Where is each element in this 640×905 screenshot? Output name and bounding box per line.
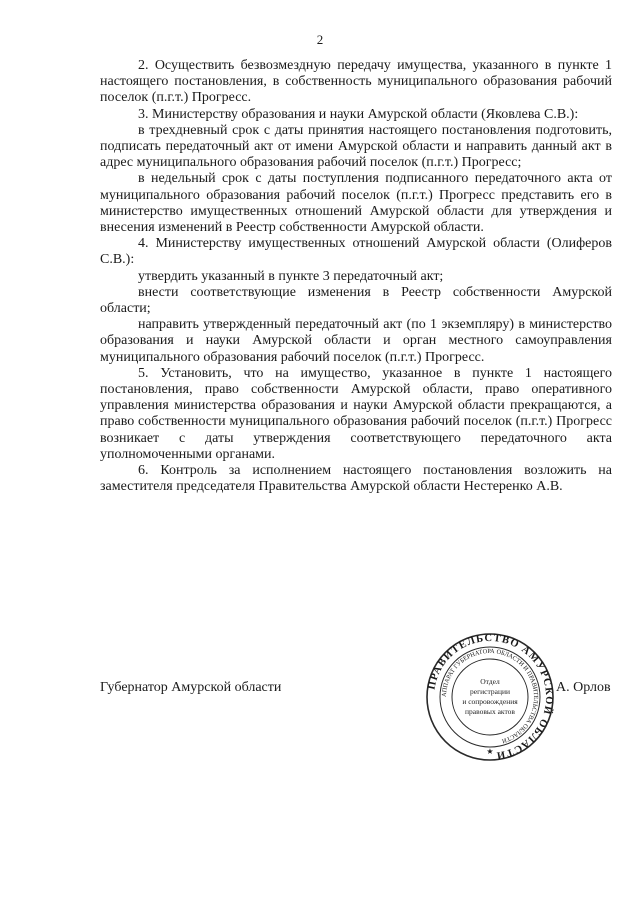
paragraph-4-item-2: внести соответствующие изменения в Реестр собственности Амурской области; [100, 284, 612, 317]
svg-text:регистрации: регистрации [470, 687, 510, 696]
signatory-position: Губернатор Амурской области [100, 680, 282, 695]
paragraph-4-item-1: утвердить указанный в пункте 3 передаточный акт; [138, 268, 444, 284]
paragraph-3-item-2: в недельный срок с даты поступления подписанного передаточного акта от муниципального образования рабочий поселок (п.г.т.) Прогресс представить его в министерство имущественных отношений Амурской области для утверждения и внесения изменений в Реестр собственности Амурской области. [100, 171, 612, 236]
paragraph-5: 5. Установить, что на имущество, указанное в пункте 1 настоящего постановления, право собственности Амурской области, право оперативного управления министерства образования и науки Амурской области прекращаются, а право собственности муниципального образования рабочий поселок (п.г.т.) Прогресс возникает с даты утверждения соответствующего передаточного акта уполномоченными органами. [100, 365, 612, 462]
paragraph-2: 2. Осуществить безвозмездную передачу имущества, указанного в пункте 1 настоящего постановления, в собственность муниципального образования рабочий поселок (п.г.т.) Прогресс. [100, 58, 612, 106]
page-number: 2 [316, 32, 324, 47]
svg-text:и сопровождения: и сопровождения [462, 697, 518, 706]
paragraph-4: 4. Министерству имущественных отношений Амурской области (Олиферов С.В.): [100, 236, 612, 268]
svg-text:АППАРАТ ГУБЕРНАТОРА ОБЛАСТИ И: АППАРАТ ГУБЕРНАТОРА ОБЛАСТИ И ПРАВИТЕЛЬСТВА ОБЛАСТИ [440, 647, 540, 745]
svg-text:ПРАВИТЕЛЬСТВО АМУРСКОЙ ОБЛАСТИ: ПРАВИТЕЛЬСТВО АМУРСКОЙ ОБЛАСТИ [426, 632, 555, 761]
svg-text:Отдел: Отдел [480, 677, 500, 686]
signatory-name: А. Орлов [556, 680, 611, 695]
svg-text:★: ★ [486, 747, 494, 756]
svg-text:правовых актов: правовых актов [465, 707, 515, 716]
paragraph-4-item-3: направить утвержденный передаточный акт (по 1 экземпляру) в министерство образования и науки Амурской области и орган местного самоуправления муниципального образования рабочий поселок (п.г.т.) Прогресс. [100, 317, 612, 365]
official-seal-icon [425, 632, 555, 762]
paragraph-3-item-1: в трехдневный срок с даты принятия настоящего постановления подготовить, подписать передаточный акт от имени Амурской области и направить данный акт в адрес муниципального образования рабочий поселок (п.г.т.) Прогресс; [100, 122, 612, 171]
document-body [100, 58, 612, 495]
paragraph-6: 6. Контроль за исполнением настоящего постановления возложить на заместителя председателя Правительства Амурской области Нестеренко А.В. [100, 463, 612, 495]
paragraph-3: 3. Министерству образования и науки Амурской области (Яковлева С.В.): [138, 106, 579, 122]
